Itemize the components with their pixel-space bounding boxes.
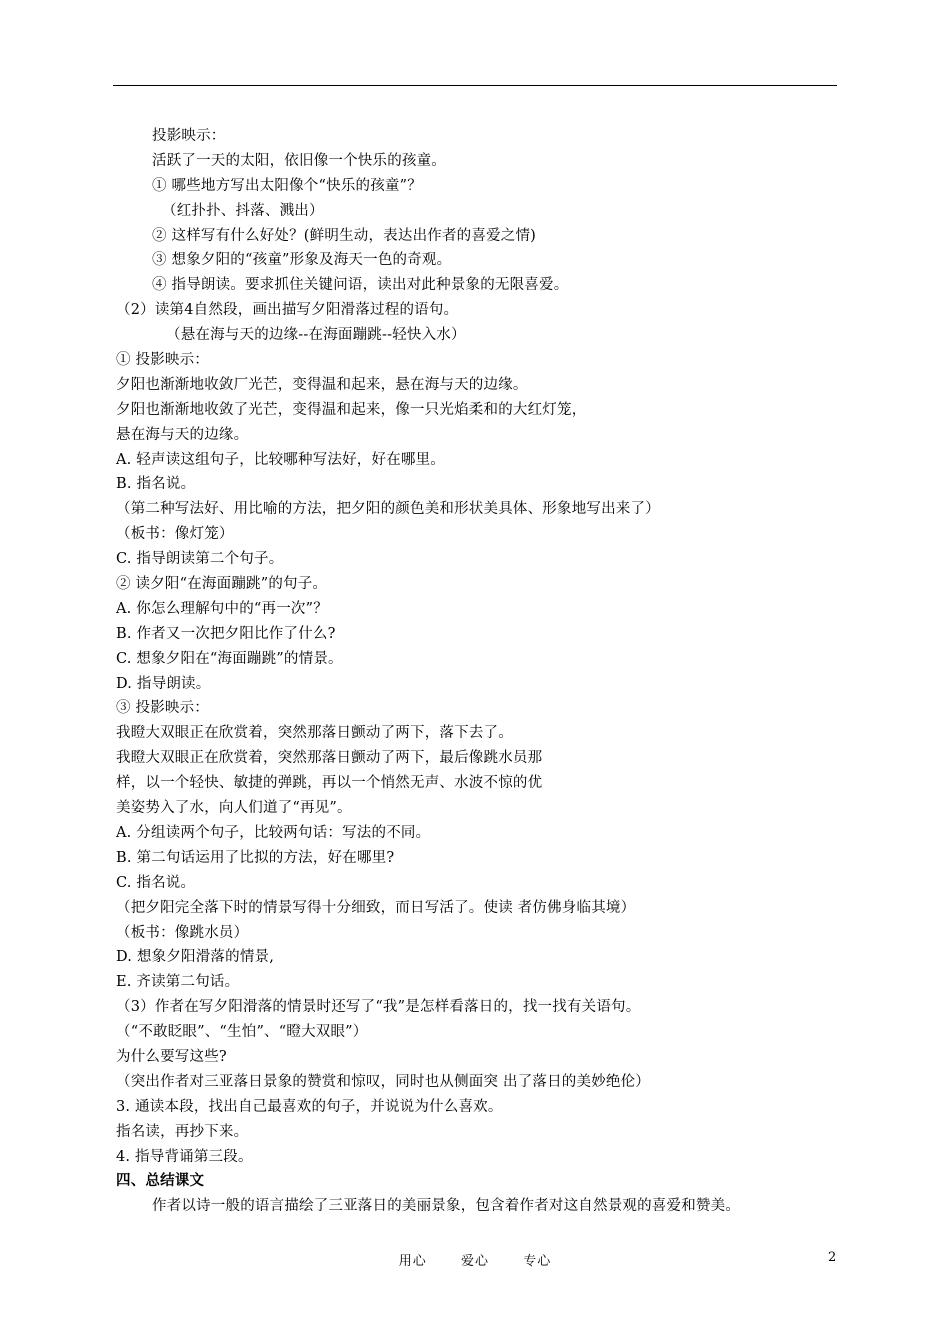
text-line: 作者以诗一般的语言描绘了三亚落日的美丽景象，包含着作者对这自然景观的喜爱和赞美。 [152,1198,740,1215]
text-line: B. 第二句话运用了比拟的方法，好在哪里? [116,849,395,866]
text-line: ③ 投影映示： [116,700,210,717]
text-line: D. 想象夕阳滑落的情景, [116,949,275,966]
text-line: 悬在海与天的边缘。 [116,426,249,443]
text-line: （“不敢眨眼”、“生怕”、“瞪大双眼”） [116,1024,368,1041]
text-line: ② 这样写有什么好处？(鲜明生动，表达出作者的喜爱之情) [152,227,537,244]
text-line: A. 分组读两个句子，比较两句话：写法的不同。 [116,824,431,841]
text-line: 夕阳也渐渐地收敛了光芒，变得温和起来，像一只光焰柔和的大红灯笼， [116,401,587,418]
text-line: ① 投影映示： [116,352,210,369]
text-line: C. 想象夕阳在“海面蹦跳”的情景。 [116,650,343,667]
text-line: C. 指名说。 [116,874,196,891]
text-line: 为什么要写这些? [116,1048,227,1065]
text-line: C. 指导朗读第二个句子。 [116,551,284,568]
text-line: B. 作者又一次把夕阳比作了什么? [116,625,336,642]
text-line: 活跃了一天的太阳，依旧像一个快乐的孩童。 [152,152,446,169]
text-line: 我瞪大双眼正在欣赏着，突然那落日颤动了两下，落下去了。 [116,725,513,742]
text-line: （板书：像灯笼） [116,526,234,543]
text-line: 美姿势入了水，向人们道了“再见”。 [116,800,352,817]
text-line: 样，以一个轻快、敏捷的弹跳，再以一个悄然无声、水波不惊的优 [116,775,543,792]
section-heading: 四、总结课文 [116,1172,205,1190]
text-line: 我瞪大双眼正在欣赏着，突然那落日颤动了两下，最后像跳水员那 [116,750,543,767]
text-line: 4. 指导背诵第三段。 [116,1148,253,1165]
text-line: A. 你怎么理解句中的“再一次”？ [116,600,328,617]
document-body [116,124,836,1219]
text-line: （红扑扑、抖落、溅出） [162,202,324,219]
page-number: 2 [828,1250,837,1265]
text-line: （第二种写法好、用比喻的方法，把夕阳的颜色美和形状美具体、形象地写出来了） [116,501,660,518]
text-line: ④ 指导朗读。要求抓住关键问语，读出对此种景象的无限喜爱。 [152,277,569,294]
text-line: D. 指导朗读。 [116,675,211,692]
text-line: B. 指名说。 [116,476,196,493]
footer-motto: 用心 爱心 专心 [398,1254,552,1269]
text-line: 3. 通读本段，找出自己最喜欢的句子，并说说为什么喜欢。 [116,1098,503,1115]
header-rule [113,85,837,86]
text-line: ③ 想象夕阳的“孩童”形象及海天一色的奇观。 [152,252,452,269]
text-line: （板书：像跳水员） [116,924,249,941]
text-line: A. 轻声读这组句子，比较哪种写法好，好在哪里。 [116,451,445,468]
text-line: 指名读，再抄下来。 [116,1123,249,1140]
text-line: （把夕阳完全落下时的情景写得十分细致，而日写活了。使读 者仿佛身临其境） [116,899,636,916]
text-line: 投影映示： [152,128,226,144]
text-line: ② 读夕阳“在海面蹦跳”的句子。 [116,576,328,593]
text-line: E. 齐读第二句话。 [116,974,240,991]
text-line: 夕阳也渐渐地收敛厂光芒，变得温和起来，悬在海与天的边缘。 [116,376,528,393]
text-line: （3）作者在写夕阳滑落的情景时还写了“我”是怎样看落日的，找一找有关语句。 [116,999,641,1016]
text-line: ① 哪些地方写出太阳像个“快乐的孩童”？ [152,177,422,194]
text-line: （悬在海与天的边缘--在海面蹦跳--轻快入水） [166,327,466,344]
text-line: （突出作者对三亚落日景象的赞赏和惊叹，同时也从侧面突 出了落日的美妙绝伦） [116,1073,651,1090]
text-line: （2）读第4自然段，画出描写夕阳滑落过程的语句。 [116,302,459,319]
